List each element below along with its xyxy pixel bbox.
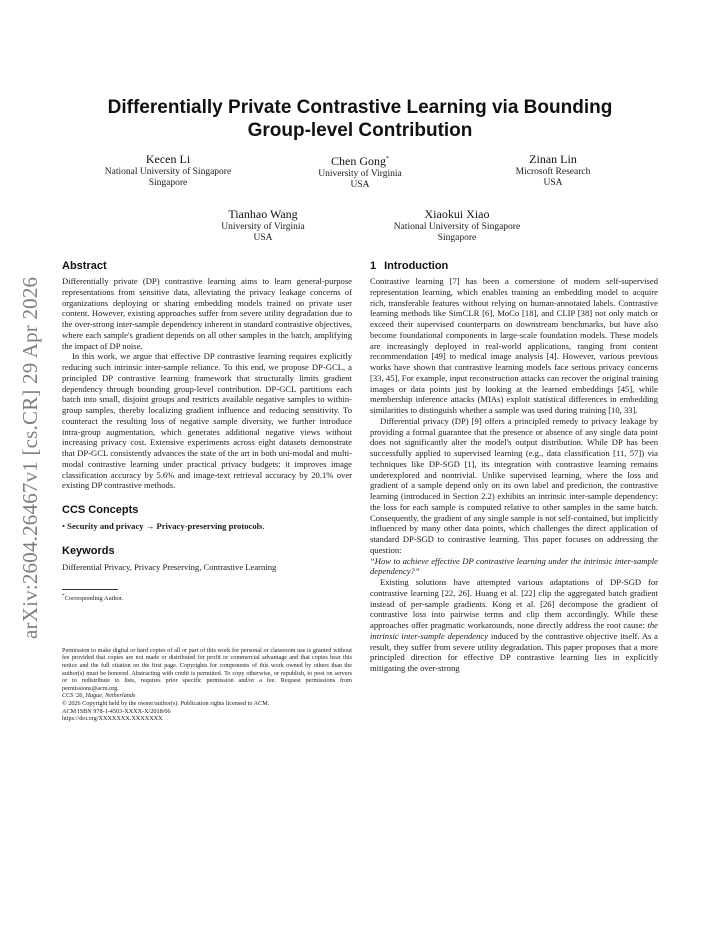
permission-text: Permission to make digital or hard copies of all or part of this work for personal or classroom use is granted without fee provided that copies are not made or distributed for profit or commercial advantage and that copies bear this notice and the full citation on the first page. Copyrights for components of this work owned by others than the author(s) must be honored. Abstracting with credit is permitted. To copy otherwise, or republish, to post on servers or to redistribute to lists, requires prior specific permission and/or a fee. Request permissions from permissions@acm.org. (62, 646, 352, 692)
ccs-arrow: → (145, 521, 155, 531)
author-name: Zinan Lin (529, 152, 577, 166)
author-block (88, 152, 248, 189)
footnote-block (62, 589, 352, 603)
arxiv-identifier: arXiv:2604.26467v1 [cs.CR] 29 Apr 2026 (18, 276, 42, 640)
ccs-part2: Privacy-preserving protocols (156, 521, 263, 531)
left-column (62, 259, 352, 723)
author-location: USA (253, 233, 273, 243)
footnote-text: *Corresponding Author. (62, 592, 124, 602)
intro-paragraph: Contrastive learning [7] has been a cornerstone of modern self-supervised representation learning, which enables training an embedding model to acquire rich, transferable features without relying on human-annotated labels. Contrastive learning methods like SimCLR [6], MoCo [18], and CLIP [38] not only match or exceed their supervised counterparts on downstream benchmarks, but have also become foundational components in large-scale foundation models. These models are increasingly deployed in real-world applications, ranging from content recommendation [49] to medical image analysis [4]. However, various previous works have shown that contrastive learning models face serious privacy concerns [33, 45]. For example, input reconstruction attacks can recover the original training images or data points just by looking at the learned embeddings [45], while membership inference attacks (MIAs) exploit statistical differences in embedding similarities to distinguish whether a sample was used during training [10, 33]. (370, 276, 658, 415)
corresponding-author-mark: * (386, 156, 389, 162)
ccs-bullet: • (62, 521, 66, 531)
intro-paragraph: Existing solutions have attempted various adaptations of DP-SGD for contrastive learning [22, 26]. Huang et al. [22] clip the aggregated batch gradient instead of per-sample gradients. Kong et al. [26] decompose the gradient of contrastive loss into pairwise terms and clip them accordingly. While these approaches offer pragmatic workarounds, none directly address the root cause: the intrinsic inter-sample dependency induced by the contrastive objective itself. As a result, they suffer from severe utility degradation. This paper proposes that a more principled direction for effective DP contrastive learning lies in explicitly mitigating the over-strong (370, 577, 658, 673)
author-name: Chen Gong (331, 154, 386, 168)
author-location: Singapore (437, 233, 477, 243)
copyright-line: © 2026 Copyright held by the owner/author(s). Publication rights licensed to ACM. (62, 700, 270, 708)
conference-info: CCS '26, Hague, Netherlands (62, 692, 136, 700)
author-affiliation: National University of Singapore (393, 222, 521, 232)
intro-paragraph: Differential privacy (DP) [9] offers a principled remedy to privacy leakage by providing a formal guarantee that the presence or absence of any single data point does not significantly alter the model's output distribution. While DP has been successfully applied to supervised learning (e.g., data classification [11, 57]) via techniques like DP-SGD [1], its integration with contrastive learning remains underexplored and nontrivial. Unlike supervised learning, where the loss and gradient of a sample depend only on its own label and prediction, the contrastive learning (introduced in Section 2.2) exhibits an intrinsic inter-sample dependency: the loss for each sample is computed relative to other samples in the same batch. Consequently, the gradient of any single sample is not self-contained, but implicitly influenced by many other data points, which challenges the direct application of standard DP-SGD to contrastive learning. This paper focuses on addressing the question: (370, 415, 658, 555)
footnote-rule (62, 589, 118, 590)
keywords-heading: Keywords (62, 545, 115, 557)
doi-line: https://doi.org/XXXXXXX.XXXXXXX (62, 715, 163, 723)
section-number: 1 (370, 260, 377, 272)
author-location: Singapore (148, 178, 188, 188)
permission-block (62, 647, 352, 723)
abstract-heading: Abstract (62, 260, 107, 272)
author-location: USA (543, 178, 563, 188)
author-location: USA (350, 180, 370, 190)
ccs-part1: Security and privacy (67, 521, 144, 531)
author-name: Tianhao Wang (228, 207, 298, 221)
ccs-concepts-line: • Security and privacy → Privacy-preserving protocols. (62, 521, 265, 531)
author-affiliation: University of Virginia (221, 222, 305, 232)
author-affiliation: University of Virginia (318, 169, 402, 179)
introduction-heading (370, 259, 658, 274)
right-column (370, 259, 658, 674)
isbn-line: ACM ISBN 978-1-4503-XXXX-X/2018/06 (62, 707, 171, 715)
author-block (183, 207, 343, 244)
ccs-heading: CCS Concepts (62, 504, 139, 516)
keywords-text: Differential Privacy, Privacy Preserving, Contrastive Learning (62, 562, 277, 572)
research-question: “How to achieve effective DP contrastive learning under the intrinsic inter-sample dependency?” (370, 555, 658, 577)
section-title: Introduction (384, 260, 449, 272)
author-affiliation: Microsoft Research (515, 167, 591, 177)
author-name: Kecen Li (145, 152, 191, 166)
author-block (377, 207, 537, 244)
abstract-paragraph: Differentially private (DP) contrastive learning aims to learn general-purpose representations from sensitive data, alleviating the privacy leakage concerns of organizations deploying or sharing embedding models trained on private user content. However, existing approaches suffer from severe utility degradation due to the over-strong inter-sample dependency inherent in standard contrastive objectives, where each sample's gradient depends on all other samples in the batch, amplifying the impact of DP noise. (62, 276, 352, 351)
author-block (280, 152, 440, 191)
author-affiliation: National University of Singapore (104, 167, 232, 177)
author-block (473, 152, 633, 189)
author-name: Xiaokui Xiao (424, 207, 490, 221)
abstract-paragraph: In this work, we argue that effective DP contrastive learning requires explicitly reducing such intrinsic inter-sample reliance. To this end, we propose DP-GCL, a principled DP contrastive learning framework that structurally limits gradient dependency through bounding group-level contribution. DP-GCL partitions each batch into small, disjoint groups and restricts available negative samples to within-group samples, thereby localizing gradient influence and reducing sensitivity. To counteract the resulting loss of negative sample diversity, we further introduce intra-group augmentation, which generates additional negative views without increasing privacy cost. Extensive experiments across eight datasets demonstrate that DP-GCL consistently advances the state of the art in both uni-modal and multi-modal contrastive learning under practical privacy budgets: it improves image classification accuracy by 5.6% and image-text retrieval accuracy by 20.1% over existing DP contrastive methods. (62, 351, 352, 491)
paper-title: Differentially Private Contrastive Learning via Bounding Group-level Contribution (107, 97, 613, 141)
